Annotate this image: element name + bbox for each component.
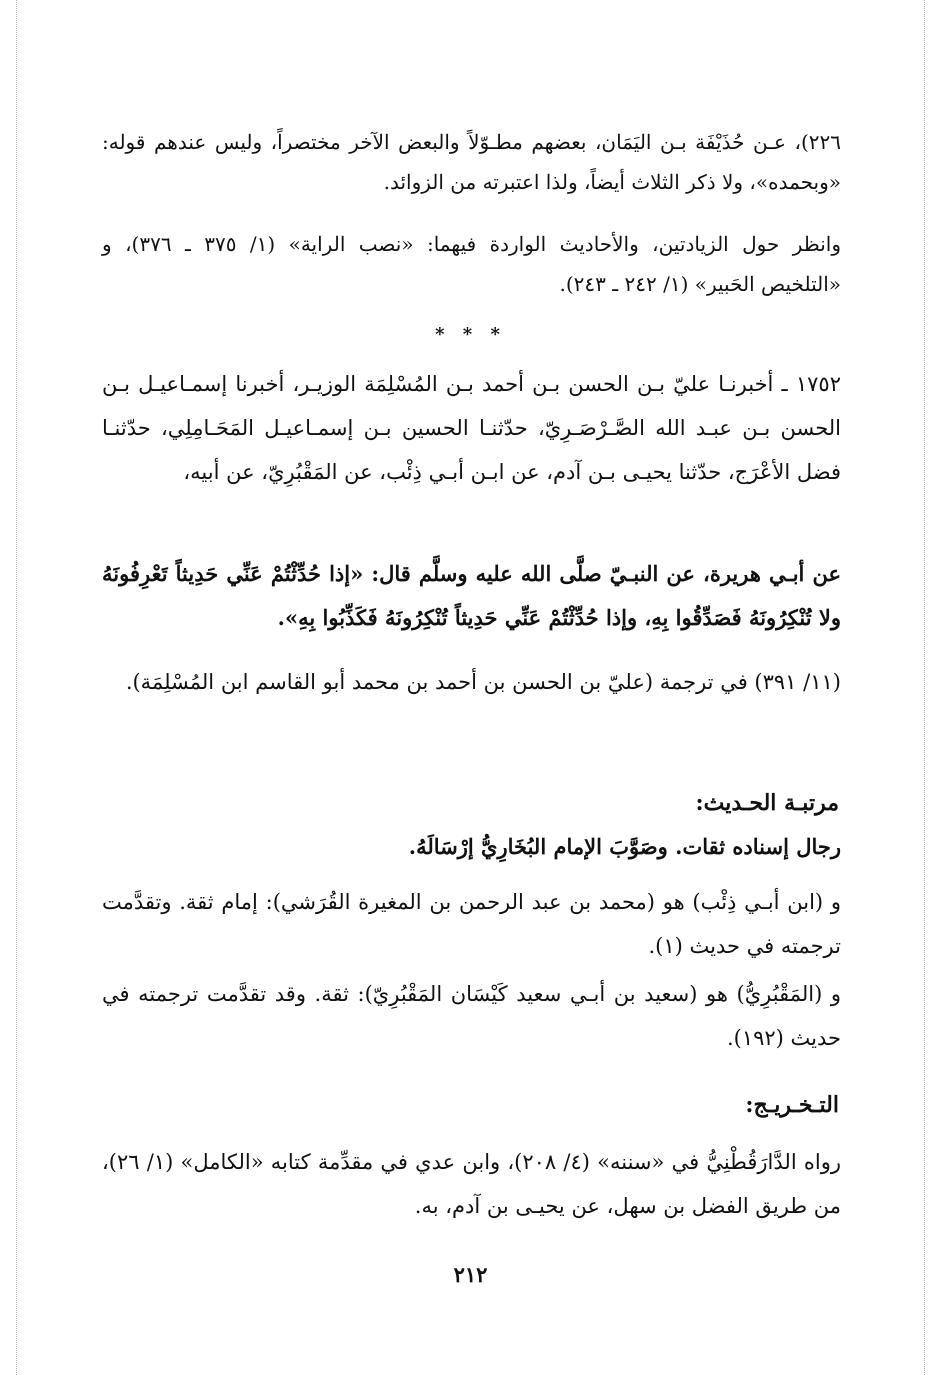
page-edge-right	[924, 0, 925, 1375]
takhrij-text: رواه الدَّارَقُطْنِيُّ في «سننه» (٤/ ٢٠٨)، وابن عدي في مقدِّمة كتابه «الكامل» (١/ ٢٦)، من طريق الفضل بن سهل، عن يحيـى بن آدم، به.	[102, 1150, 841, 1218]
narrator-note: و (ابن أبـي ذِئْب) هو (محمد بن عبد الرحمن بن المغيرة القُرَشي): إمام ثقة. وتقدَّمت ترجمته في حديث (١).	[102, 890, 841, 958]
hadith-source: (١١/ ٣٩١) في ترجمة (عليّ بن الحسن بن أحمد بن محمد أبو القاسم ابن المُسْلِمَة).	[125, 670, 841, 694]
page-number: ٢١٢	[453, 1262, 488, 1287]
footnote-references: وانظر حول الزيادتين، والأحاديث الواردة فيهما: «نصب الراية» (١/ ٣٧٥ ـ ٣٧٦)، و «التلخيص الحَبير» (١/ ٢٤٢ ـ ٢٤٣).	[102, 232, 841, 296]
takhrij-heading: التـخـريـج:	[745, 1092, 839, 1118]
rank-heading: مرتبـة الحـديث:	[695, 790, 839, 816]
rank-verdict: رجال إسناده ثقات. وصَوَّبَ الإمام البُخَارِيُّ إرْسَالَهُ.	[408, 834, 841, 859]
hadith-isnad: ١٧٥٢ ـ أخبرنـا عليّ بـن الحسن بـن أحمد بـن المُسْلِمَة الوزيـر، أخبرنا إسمـاعيـل بـن الحسن بـن عبـد الله الصَّـرْصَـرِيّ، حدّثنـا الحسين بـن إسمـاعيـل المَحَـامِلِي، حدّثنـا فضل الأعْرَج، حدّثنا يحيـى بـن آدم، عن ابـن أبـي ذِئْب، عن المَقْبُرِيّ، عن أبيه،	[102, 372, 841, 484]
section-separator: * * *	[435, 324, 506, 345]
footnote-continuation: ٢٢٦)، عـن حُذَيْفَة بـن اليَمَان، بعضهم مطـوّلاً والبعض الآخر مختصراً، وليس عندهم قوله: «وبحمده»، ولا ذكر الثلاث أيضاً، ولذا اعتبرته من الزوائد.	[102, 130, 841, 194]
page-edge-left	[16, 0, 17, 1375]
narrator-note: و (المَقْبُرِيُّ) هو (سعيد بن أبـي سعيد كَيْسَان المَقْبُرِيّ): ثقة. وقد تقدَّمت ترجمته في حديث (١٩٢).	[102, 982, 841, 1050]
hadith-matn: عن أبـي هريرة، عن النبـيّ صلَّى الله عليه وسلَّم قال: «إذا حُدِّثْتُمْ عَنِّي حَدِيثاً تَعْرِفُونَهُ ولا تُنْكِرُونَهُ فَصَدِّقُوا بِهِ، وإذا حُدِّثْتُمْ عَنِّي حَدِيثاً تُنْكِرُونَهُ فَكَذِّبُوا بِهِ».	[102, 561, 841, 630]
